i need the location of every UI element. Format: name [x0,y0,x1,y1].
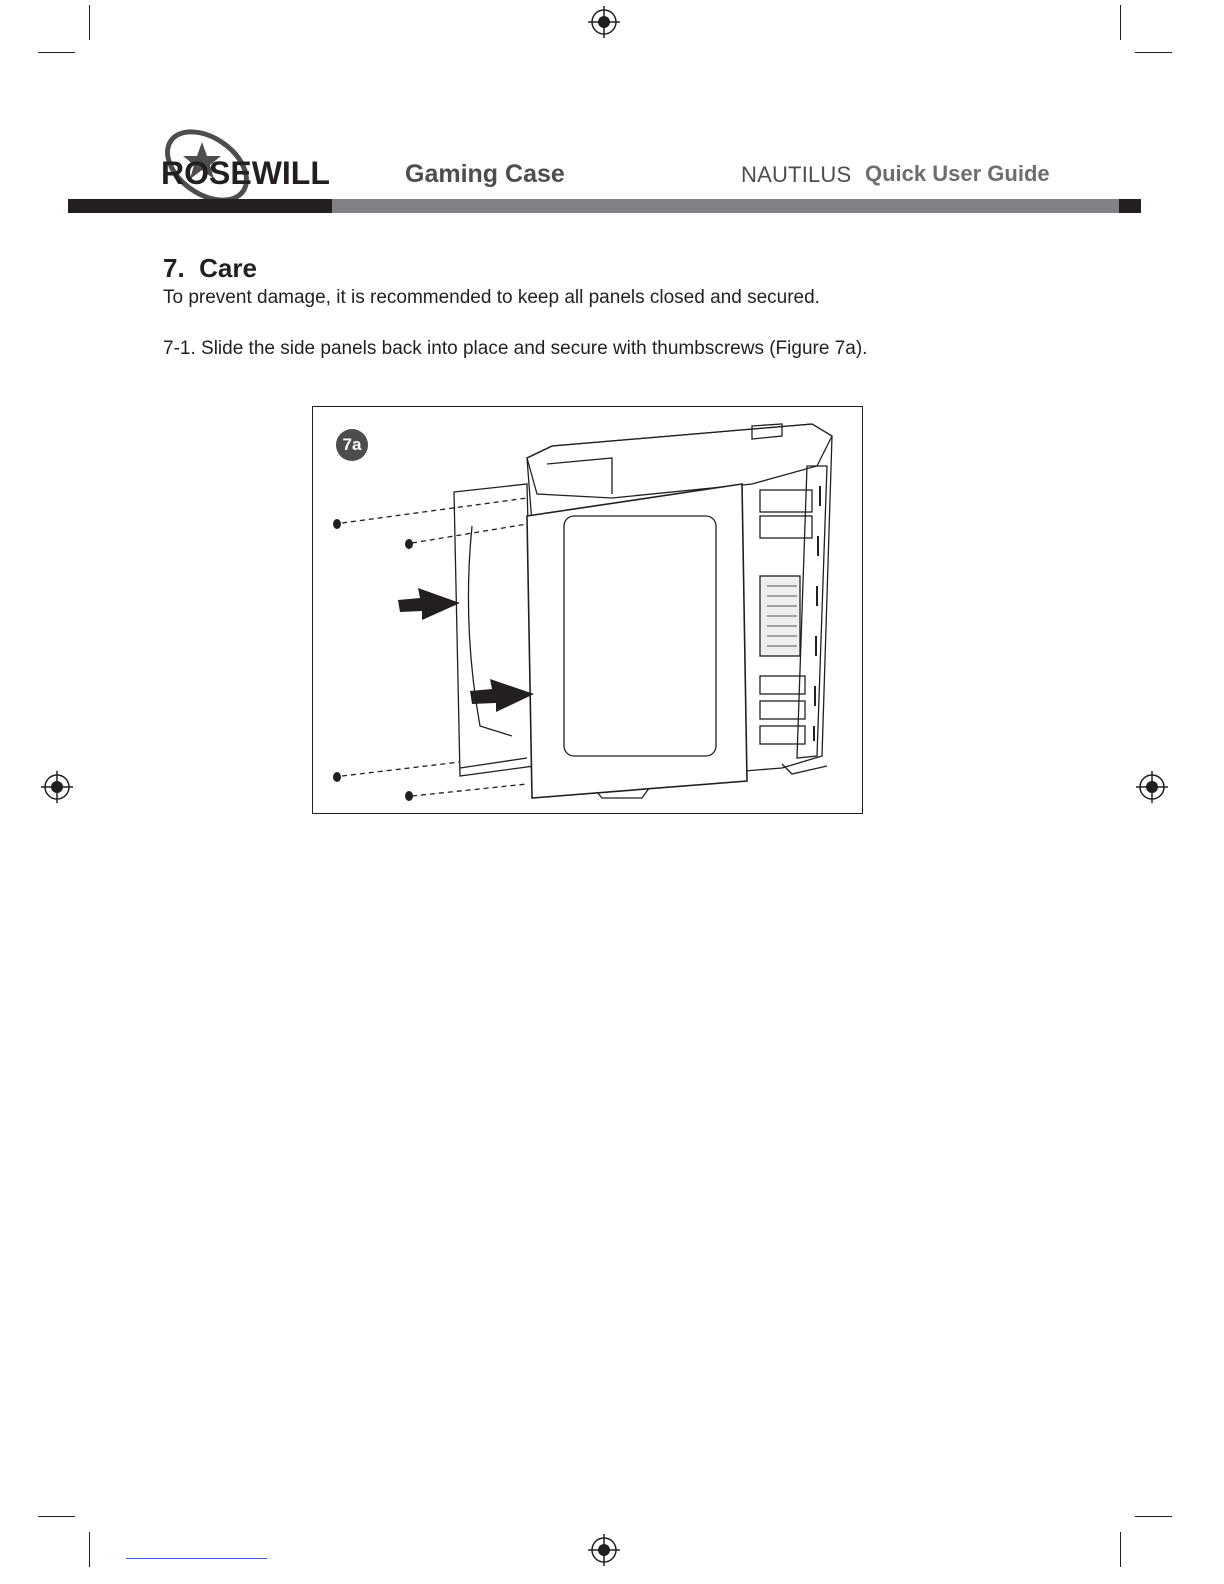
registration-mark-icon [587,1533,621,1567]
crop-mark [1120,1532,1121,1567]
crop-mark [89,5,90,40]
header-bar-end [1119,199,1141,213]
registration-mark-icon [40,770,74,804]
case-illustration [312,406,863,814]
header-bar-gray [332,199,1119,213]
header-bar-dark [68,199,332,213]
step-instruction: 7-1. Slide the side panels back into place and secure with thumbscrews (Figure 7a). [163,338,868,359]
figure-label-badge: 7a [336,429,368,461]
crop-mark [1135,1516,1172,1517]
registration-mark-icon [587,5,621,39]
crop-mark [38,52,75,53]
guide-title: Quick User Guide [865,161,1050,186]
footer-underline [126,1558,267,1559]
product-name: Gaming Case [405,160,565,188]
crop-mark [38,1516,75,1517]
logo-text: ROSEWILL [161,155,330,191]
section-intro: To prevent damage, it is recommended to keep all panels closed and secured. [163,287,820,308]
crop-mark [89,1532,90,1567]
model-name: NAUTILUS [741,162,852,187]
crop-mark [1120,5,1121,40]
section-heading: 7. Care [163,253,257,283]
crop-mark [1135,52,1172,53]
thumbscrew-icon [333,519,413,801]
registration-mark-icon [1135,770,1169,804]
